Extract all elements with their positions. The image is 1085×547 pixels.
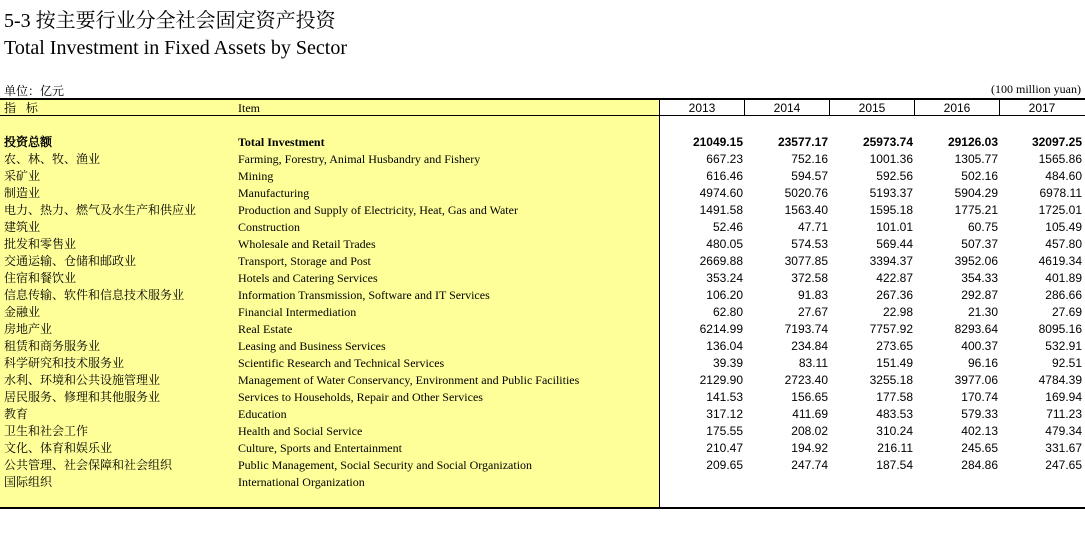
indicator-name-chinese: 房地产业 [4, 322, 53, 336]
value-cell-2013: 2129.90 [699, 373, 743, 387]
value-cell-2016: 3977.06 [954, 373, 998, 387]
value-cell-2015: 216.11 [877, 441, 913, 455]
value-cell-2016: 292.87 [961, 288, 998, 302]
table-row [0, 202, 1085, 219]
indicator-name-chinese: 住宿和餐饮业 [4, 271, 77, 285]
value-cell-2016: 502.16 [961, 169, 998, 183]
value-cell-2016: 8293.64 [954, 322, 998, 336]
table-row [0, 287, 1085, 304]
value-cell-2017: 1725.01 [1038, 203, 1082, 217]
value-cell-2016: 29126.03 [947, 135, 998, 149]
value-cell-2013: 136.04 [706, 339, 743, 353]
value-cell-2013: 1491.58 [699, 203, 743, 217]
table-row [0, 440, 1085, 457]
indicator-name-chinese: 国际组织 [4, 475, 53, 489]
value-cell-2014: 91.83 [797, 288, 828, 302]
column-header-item: Item [238, 101, 260, 115]
table-row [0, 185, 1085, 202]
value-cell-2014: 7193.74 [784, 322, 828, 336]
value-cell-2015: 25973.74 [862, 135, 913, 149]
indicator-name-chinese: 文化、体育和娱乐业 [4, 441, 113, 455]
value-cell-2015: 267.36 [876, 288, 913, 302]
value-cell-2014: 47.71 [797, 220, 828, 234]
indicator-name-chinese: 居民服务、修理和其他服务业 [4, 390, 161, 404]
item-name-english: Construction [238, 220, 300, 234]
value-cell-2016: 245.65 [961, 441, 998, 455]
value-cell-2016: 400.37 [961, 339, 998, 353]
value-cell-2015: 151.49 [876, 356, 913, 370]
value-cell-2015: 1001.36 [869, 152, 913, 166]
value-cell-2013: 106.20 [706, 288, 743, 302]
value-cell-2015: 187.54 [876, 458, 913, 472]
value-cell-2017: 286.66 [1045, 288, 1082, 302]
value-cell-2016: 5904.29 [954, 186, 998, 200]
indicator-name-chinese: 科学研究和技术服务业 [4, 356, 125, 370]
indicator-name-chinese: 水利、环境和公共设施管理业 [4, 373, 161, 387]
value-cell-2015: 7757.92 [869, 322, 913, 336]
item-name-english: Real Estate [238, 322, 293, 336]
indicator-name-chinese: 建筑业 [4, 220, 41, 234]
indicator-name-chinese: 交通运输、仓储和邮政业 [4, 254, 137, 268]
value-cell-2015: 177.58 [876, 390, 913, 404]
value-cell-2016: 96.16 [967, 356, 998, 370]
value-cell-2017: 105.49 [1045, 220, 1082, 234]
value-cell-2014: 574.53 [791, 237, 828, 251]
value-cell-2014: 752.16 [791, 152, 828, 166]
value-cell-2013: 21049.15 [692, 135, 743, 149]
table-bottom-rule [0, 507, 1085, 509]
value-cell-2017: 8095.16 [1038, 322, 1082, 336]
value-cell-2014: 208.02 [791, 424, 828, 438]
value-cell-2014: 372.58 [791, 271, 828, 285]
indicator-name-chinese: 投资总额 [4, 135, 53, 149]
value-cell-2014: 234.84 [791, 339, 828, 353]
value-cell-2014: 23577.17 [777, 135, 828, 149]
item-name-english: Financial Intermediation [238, 305, 357, 319]
value-cell-2014: 83.11 [798, 356, 828, 370]
value-cell-2016: 3952.06 [954, 254, 998, 268]
indicator-name-chinese: 金融业 [4, 305, 41, 319]
value-cell-2016: 1775.21 [954, 203, 998, 217]
table-row-total [0, 134, 1085, 151]
item-name-english: Total Investment [238, 135, 325, 149]
value-cell-2017: 484.60 [1045, 169, 1082, 183]
value-cell-2017: 247.65 [1045, 458, 1082, 472]
value-cell-2017: 401.89 [1045, 271, 1082, 285]
value-cell-2016: 507.37 [961, 237, 998, 251]
value-cell-2017: 331.67 [1045, 441, 1082, 455]
value-cell-2013: 209.65 [706, 458, 743, 472]
item-name-english: Public Management, Social Security and Social Organization [238, 458, 533, 472]
item-name-english: Mining [238, 169, 274, 183]
item-name-english: Information Transmission, Software and IT Services [238, 288, 490, 302]
item-name-english: Education [238, 407, 287, 421]
value-cell-2013: 210.47 [706, 441, 743, 455]
value-cell-2015: 22.98 [882, 305, 913, 319]
column-header-indicator: 指 标 [4, 101, 41, 115]
value-cell-2017: 532.91 [1045, 339, 1082, 353]
value-cell-2016: 284.86 [961, 458, 998, 472]
table-row [0, 389, 1085, 406]
item-name-english: Production and Supply of Electricity, Heat, Gas and Water [238, 203, 518, 217]
value-cell-2015: 1595.18 [869, 203, 913, 217]
table-row [0, 253, 1085, 270]
page-title-english: Total Investment in Fixed Assets by Sector [4, 37, 348, 59]
value-cell-2016: 170.74 [961, 390, 998, 404]
indicator-name-chinese: 租赁和商务服务业 [4, 339, 101, 353]
value-cell-2015: 3255.18 [869, 373, 913, 387]
column-header-year: 2016 [943, 101, 971, 115]
indicator-name-chinese: 信息传输、软件和信息技术服务业 [4, 288, 185, 302]
value-cell-2017: 169.94 [1045, 390, 1082, 404]
value-cell-2016: 354.33 [961, 271, 998, 285]
indicator-name-chinese: 采矿业 [4, 169, 41, 183]
value-cell-2014: 5020.76 [784, 186, 828, 200]
table-row [0, 321, 1085, 338]
indicator-name-chinese: 卫生和社会工作 [4, 424, 89, 438]
value-cell-2017: 711.23 [1046, 407, 1082, 421]
value-cell-2014: 27.67 [797, 305, 828, 319]
item-name-english: Scientific Research and Technical Services [238, 356, 445, 370]
item-name-english: Wholesale and Retail Trades [238, 237, 376, 251]
table-row [0, 219, 1085, 236]
table-row [0, 168, 1085, 185]
value-cell-2016: 21.30 [967, 305, 998, 319]
value-cell-2015: 592.56 [876, 169, 913, 183]
indicator-name-chinese: 电力、热力、燃气及水生产和供应业 [4, 203, 197, 217]
value-cell-2015: 101.01 [876, 220, 913, 234]
table-row [0, 423, 1085, 440]
value-cell-2014: 3077.85 [784, 254, 828, 268]
value-cell-2017: 27.69 [1051, 305, 1082, 319]
value-cell-2013: 39.39 [712, 356, 743, 370]
value-cell-2013: 4974.60 [699, 186, 743, 200]
item-name-english: Leasing and Business Services [238, 339, 386, 353]
table-top-rule [0, 98, 1085, 100]
value-cell-2013: 52.46 [712, 220, 743, 234]
value-cell-2014: 594.57 [791, 169, 828, 183]
item-name-english: Manufacturing [238, 186, 310, 200]
indicator-name-chinese: 公共管理、社会保障和社会组织 [4, 458, 173, 472]
value-cell-2017: 6978.11 [1039, 186, 1082, 200]
table-row [0, 355, 1085, 372]
page-title-chinese: 5-3 按主要行业分全社会固定资产投资 [4, 10, 336, 32]
value-cell-2013: 353.24 [706, 271, 743, 285]
value-cell-2015: 5193.37 [869, 186, 913, 200]
table-header-rule [0, 115, 1085, 116]
column-header-year: 2017 [1028, 101, 1056, 115]
value-cell-2013: 2669.88 [699, 254, 743, 268]
item-name-english: Culture, Sports and Entertainment [238, 441, 402, 455]
table-row [0, 151, 1085, 168]
table-row [0, 474, 1085, 491]
value-cell-2015: 569.44 [876, 237, 913, 251]
table-row [0, 372, 1085, 389]
table-row [0, 270, 1085, 287]
value-cell-2015: 3394.37 [869, 254, 913, 268]
value-cell-2016: 60.75 [967, 220, 998, 234]
value-cell-2013: 667.23 [706, 152, 743, 166]
item-name-english: Services to Households, Repair and Other Services [238, 390, 483, 404]
table-row [0, 304, 1085, 321]
value-cell-2014: 194.92 [791, 441, 828, 455]
value-cell-2017: 4784.39 [1038, 373, 1082, 387]
value-cell-2013: 317.12 [706, 407, 743, 421]
value-cell-2014: 411.69 [792, 407, 828, 421]
unit-label-chinese: 单位：亿元 [4, 84, 65, 98]
value-cell-2014: 1563.40 [784, 203, 828, 217]
value-cell-2017: 479.34 [1045, 424, 1082, 438]
item-name-english: Management of Water Conservancy, Environment and Public Facilities [238, 373, 580, 387]
value-cell-2014: 156.65 [791, 390, 828, 404]
value-cell-2015: 273.65 [876, 339, 913, 353]
value-cell-2013: 175.55 [706, 424, 743, 438]
item-name-english: Farming, Forestry, Animal Husbandry and Fishery [238, 152, 481, 166]
indicator-name-chinese: 批发和零售业 [4, 237, 77, 251]
value-cell-2013: 6214.99 [699, 322, 743, 336]
value-cell-2015: 422.87 [876, 271, 913, 285]
value-cell-2016: 402.13 [961, 424, 998, 438]
value-cell-2015: 310.24 [876, 424, 913, 438]
value-cell-2015: 483.53 [876, 407, 913, 421]
value-cell-2016: 1305.77 [954, 152, 998, 166]
column-header-year: 2013 [688, 101, 716, 115]
value-cell-2017: 1565.86 [1038, 152, 1082, 166]
value-cell-2013: 480.05 [706, 237, 743, 251]
item-name-english: Health and Social Service [238, 424, 363, 438]
value-cell-2017: 4619.34 [1038, 254, 1082, 268]
column-header-year: 2014 [773, 101, 801, 115]
table-row [0, 338, 1085, 355]
column-header-year: 2015 [858, 101, 886, 115]
item-name-english: Transport, Storage and Post [238, 254, 371, 268]
item-name-english: Hotels and Catering Services [238, 271, 378, 285]
value-cell-2013: 616.46 [706, 169, 743, 183]
value-cell-2013: 62.80 [712, 305, 743, 319]
item-name-english: International Organization [238, 475, 365, 489]
indicator-name-chinese: 制造业 [4, 186, 41, 200]
value-cell-2017: 457.80 [1045, 237, 1082, 251]
unit-label-english: (100 million yuan) [991, 82, 1081, 96]
table-row [0, 406, 1085, 423]
value-cell-2014: 247.74 [791, 458, 828, 472]
value-cell-2016: 579.33 [961, 407, 998, 421]
indicator-name-chinese: 教育 [4, 407, 29, 421]
value-cell-2014: 2723.40 [784, 373, 828, 387]
table-row [0, 236, 1085, 253]
value-cell-2017: 32097.25 [1031, 135, 1082, 149]
table-row [0, 457, 1085, 474]
value-cell-2013: 141.53 [706, 390, 743, 404]
value-cell-2017: 92.51 [1051, 356, 1082, 370]
indicator-name-chinese: 农、林、牧、渔业 [4, 152, 101, 166]
